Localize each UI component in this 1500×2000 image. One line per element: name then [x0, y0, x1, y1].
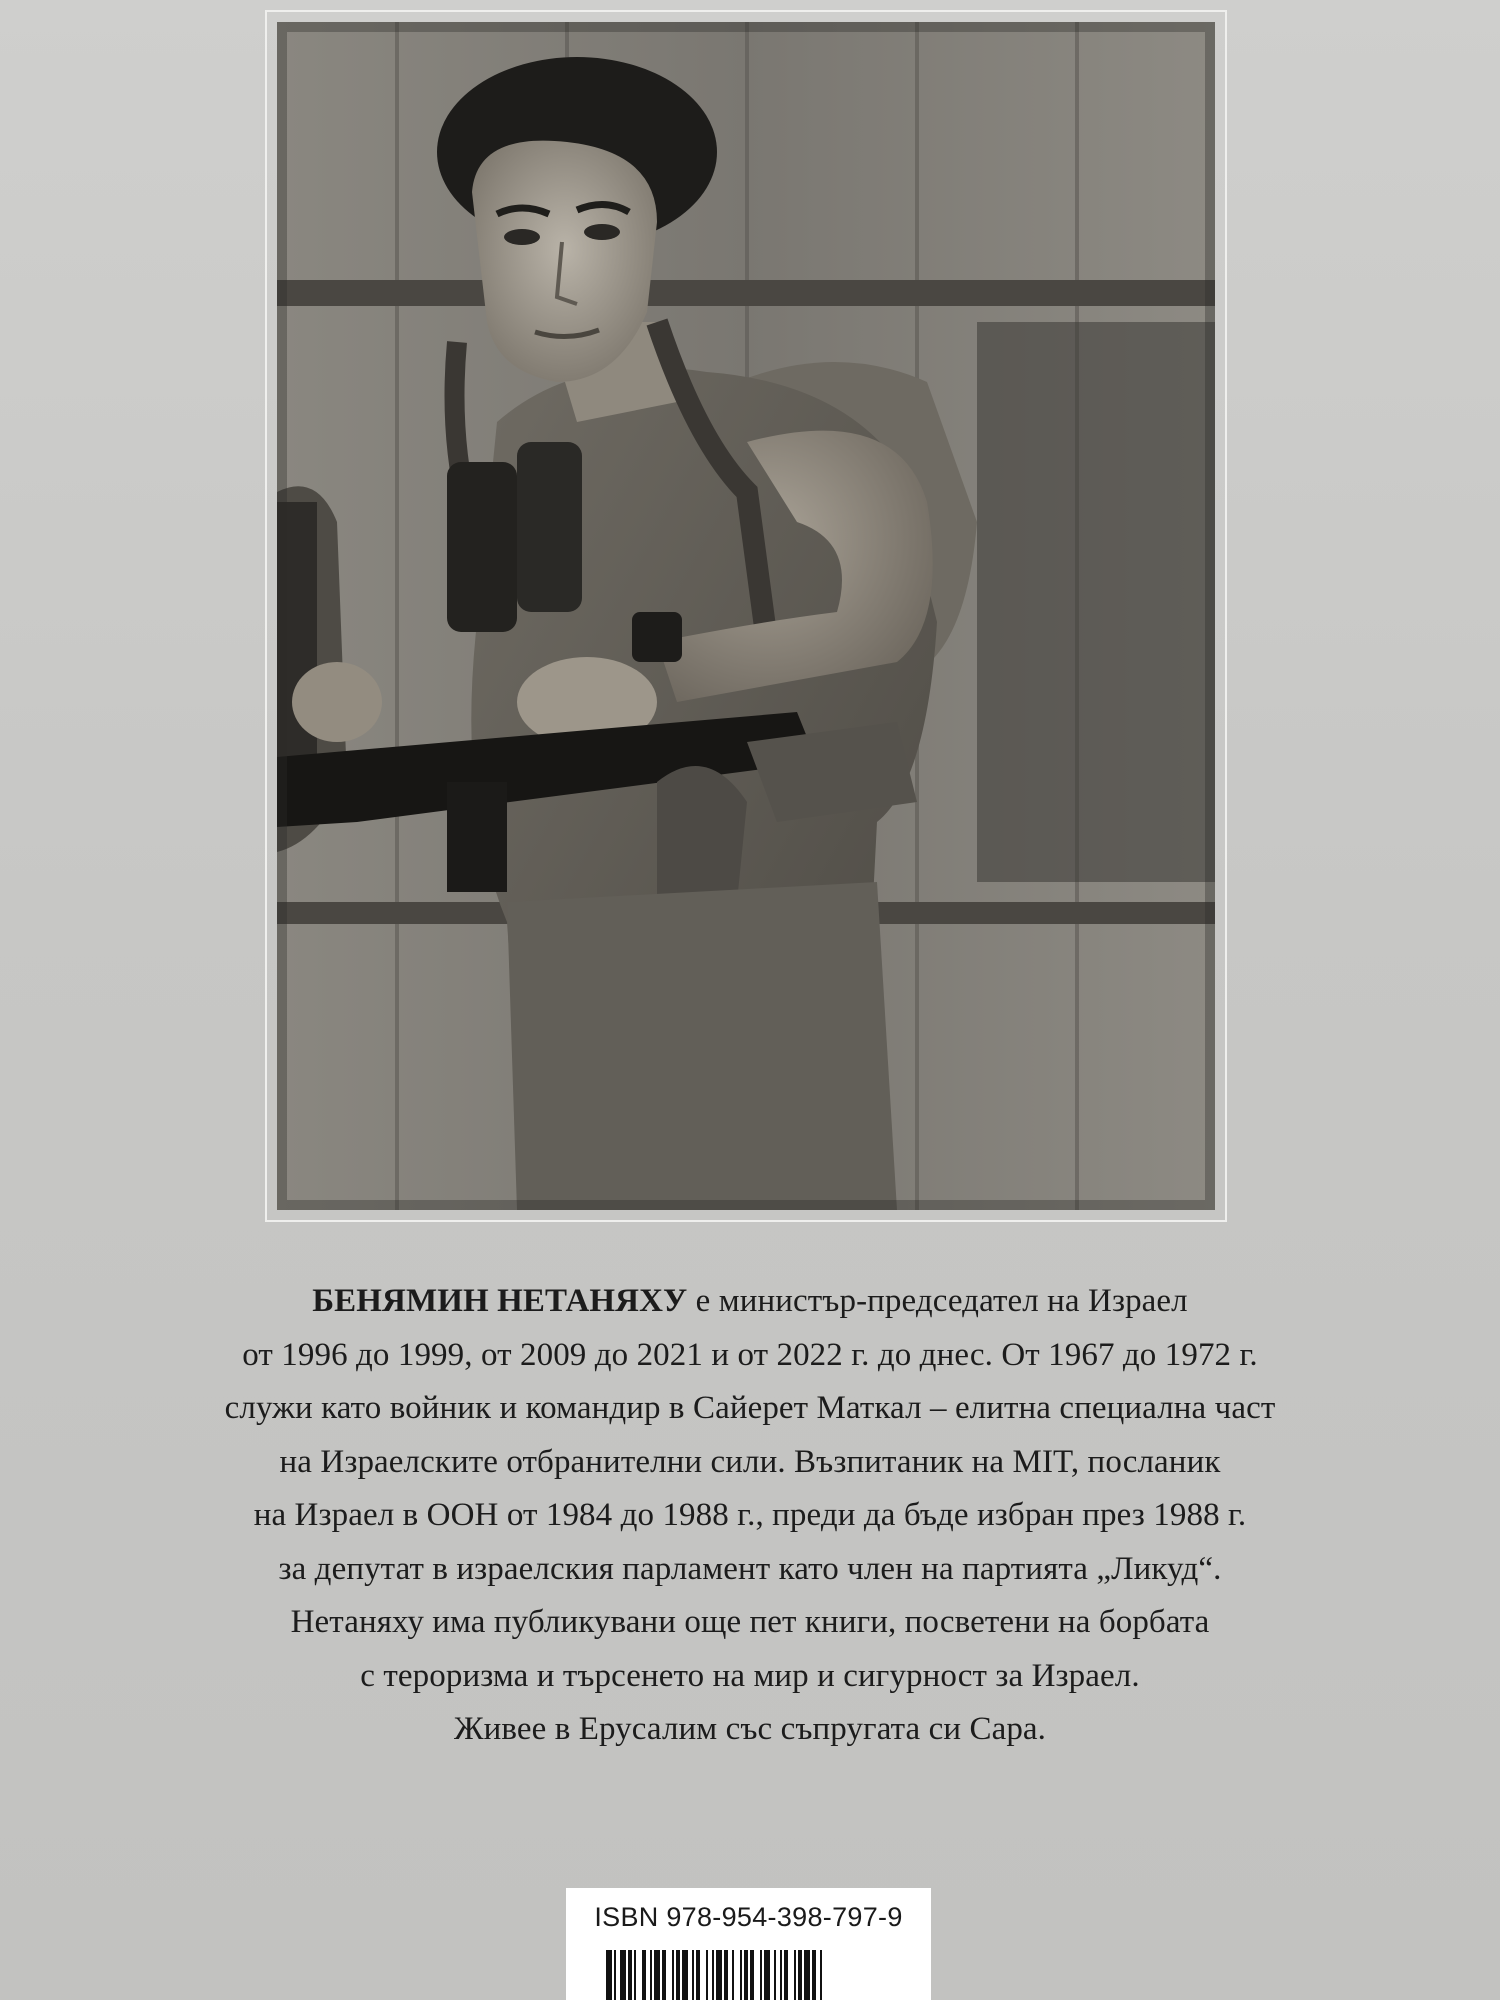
- barcode-bar: [760, 1950, 762, 2000]
- barcode-bar: [696, 1950, 700, 2000]
- bio-line-1: [80, 1275, 1420, 1329]
- barcode-bar: [794, 1950, 796, 2000]
- barcode-bar: [732, 1950, 734, 2000]
- barcode-bar: [780, 1950, 782, 2000]
- barcode-bar: [620, 1950, 626, 2000]
- barcode-bar: [662, 1950, 666, 2000]
- barcode-bar: [712, 1950, 714, 2000]
- barcode-bar: [784, 1950, 788, 2000]
- barcode-bar: [750, 1950, 754, 2000]
- barcode-bar: [634, 1950, 636, 2000]
- barcode-bar: [614, 1950, 616, 2000]
- barcode-bar: [804, 1950, 810, 2000]
- barcode-bar: [682, 1950, 688, 2000]
- barcode-bar: [692, 1950, 694, 2000]
- bio-line-1-text: е министър-председател на Израел: [687, 1283, 1188, 1319]
- barcode-bar: [774, 1950, 776, 2000]
- barcode-bar: [706, 1950, 708, 2000]
- barcode-bar: [740, 1950, 742, 2000]
- barcode-bar: [654, 1950, 660, 2000]
- author-photo-graphic: [277, 22, 1215, 1210]
- barcode-bars: [606, 1950, 896, 2000]
- barcode-bar: [798, 1950, 802, 2000]
- isbn-barcode: [566, 1888, 931, 2000]
- barcode-bar: [642, 1950, 646, 2000]
- barcode-bar: [744, 1950, 748, 2000]
- barcode-bar: [820, 1950, 822, 2000]
- barcode-bar: [724, 1950, 728, 2000]
- bio-line-3: служи като войник и командир в Сайерет Маткал – елитна специална част: [224, 1390, 1276, 1426]
- bio-line-8: с тероризма и търсенето на мир и сигурност за Израел.: [360, 1657, 1140, 1694]
- author-photo: [277, 22, 1215, 1210]
- barcode-bar: [676, 1950, 680, 2000]
- barcode-bar: [650, 1950, 652, 2000]
- bio-line-4: на Израелските отбранителни сили. Възпитаник на MIT, посланик: [279, 1443, 1221, 1480]
- bio-line-6: за депутат в израелския парламент като член на партията „Ликуд“.: [278, 1550, 1222, 1587]
- barcode-bar: [716, 1950, 722, 2000]
- author-bio: [80, 1275, 1420, 1757]
- barcode-bar: [812, 1950, 816, 2000]
- isbn-number: ISBN 978-954-398-797-9: [594, 1902, 903, 1932]
- bio-line-7: Нетаняху има публикувани още пет книги, посветени на борбата: [290, 1604, 1210, 1640]
- barcode-bar: [628, 1950, 632, 2000]
- barcode-bar: [672, 1950, 674, 2000]
- author-name: БЕНЯМИН НЕТАНЯХУ: [312, 1283, 688, 1319]
- bio-line-9: Живее в Ерусалим със съпругата си Сара.: [453, 1711, 1047, 1747]
- barcode-bar: [764, 1950, 770, 2000]
- photo-frame: [265, 10, 1227, 1222]
- bio-line-2: от 1996 до 1999, от 2009 до 2021 и от 2022 г. до днес. От 1967 до 1972 г.: [242, 1336, 1258, 1373]
- barcode-bar: [606, 1950, 612, 2000]
- bio-line-5: на Израел в ООН от 1984 до 1988 г., преди да бъде избран през 1988 г.: [253, 1497, 1247, 1533]
